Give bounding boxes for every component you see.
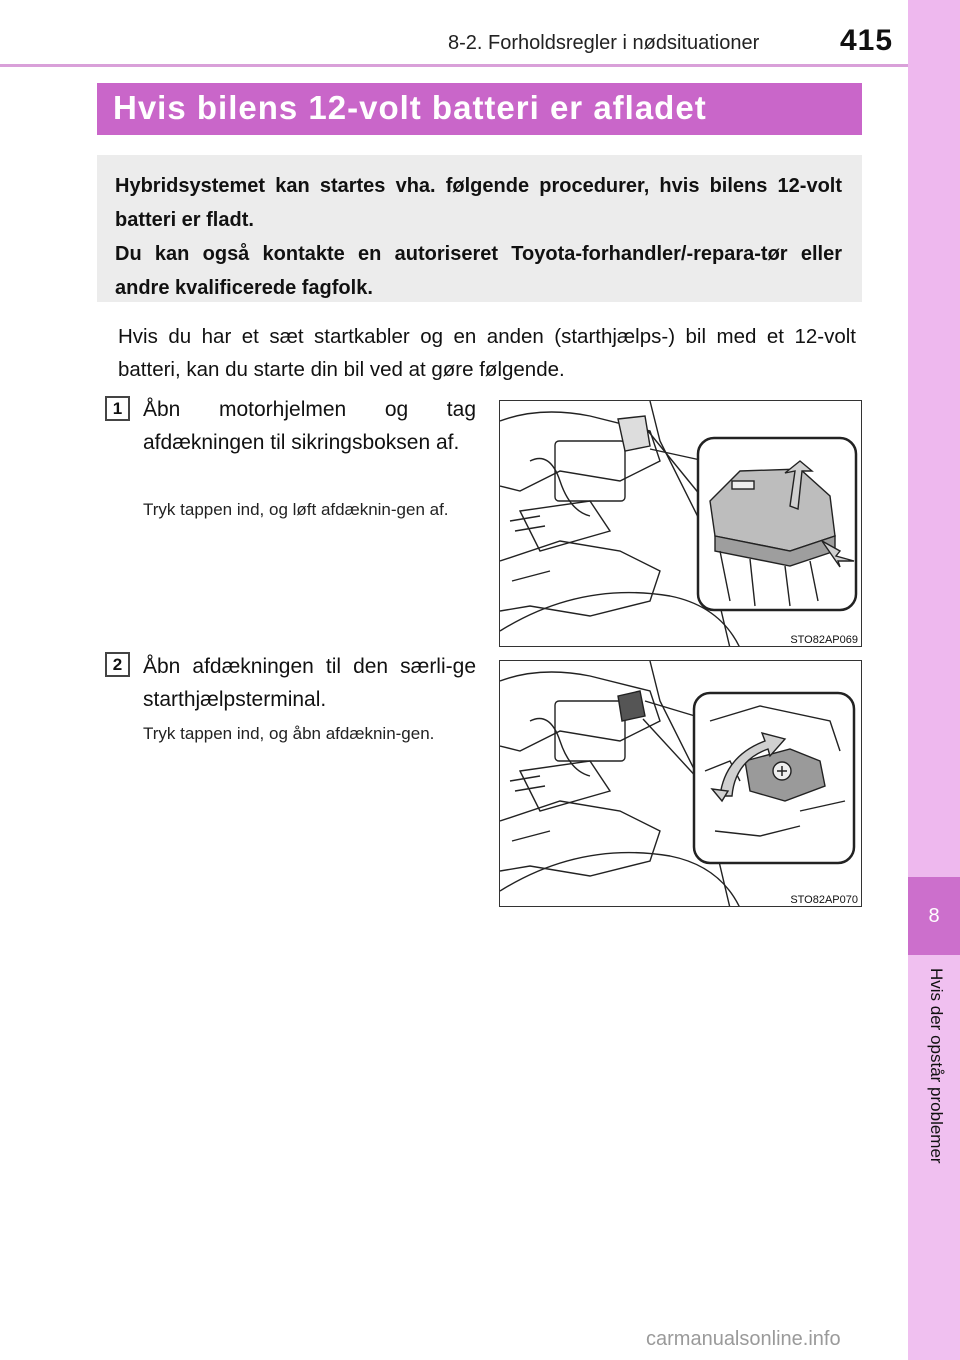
watermark: carmanualsonline.info <box>646 1328 841 1350</box>
chapter-number-box: 8 <box>908 877 960 955</box>
step-1-badge: 1 <box>105 396 130 421</box>
header-divider <box>0 64 908 67</box>
chapter-label: Hvis der opstår problemer <box>927 968 946 1164</box>
summary-line-2: Du kan også kontakte en autoriseret Toyota-forhandler/-repara-tør eller andre kvalificerede fagfolk. <box>115 243 842 299</box>
engine-bay-illustration-1 <box>500 401 862 647</box>
running-header: 8-2. Forholdsregler i nødsituationer <box>448 32 760 54</box>
figure-1-code: STO82AP069 <box>790 634 858 646</box>
summary-box <box>97 155 862 302</box>
engine-bay-illustration-2 <box>500 661 862 907</box>
figure-2-code: STO82AP070 <box>790 894 858 906</box>
chapter-side-tab <box>908 0 960 1360</box>
figure-jump-start-terminal <box>499 660 862 907</box>
section-heading: Hvis bilens 12-volt batteri er afladet <box>97 83 862 135</box>
step-1-title: Åbn motorhjelmen og tag afdækningen til sikringsboksen af. <box>143 398 476 454</box>
step-2-title: Åbn afdækningen til den særli-ge starthjælpsterminal. <box>143 655 476 711</box>
step-2-note: Tryk tappen ind, og åbn afdæknin-gen. <box>143 724 435 743</box>
summary-line-1: Hybridsystemet kan startes vha. følgende procedurer, hvis bilens 12-volt batteri er fladt. <box>115 175 842 231</box>
step-1-note: Tryk tappen ind, og løft afdæknin-gen af. <box>143 500 449 519</box>
figure-fuse-box-cover <box>499 400 862 647</box>
side-tab-upper <box>908 0 960 877</box>
page-number: 415 <box>840 24 894 57</box>
intro-paragraph: Hvis du har et sæt startkabler og en anden (starthjælps-) bil med et 12-volt batteri, kan du starte din bil ved at gøre følgende. <box>118 325 856 381</box>
step-2-badge: 2 <box>105 652 130 677</box>
